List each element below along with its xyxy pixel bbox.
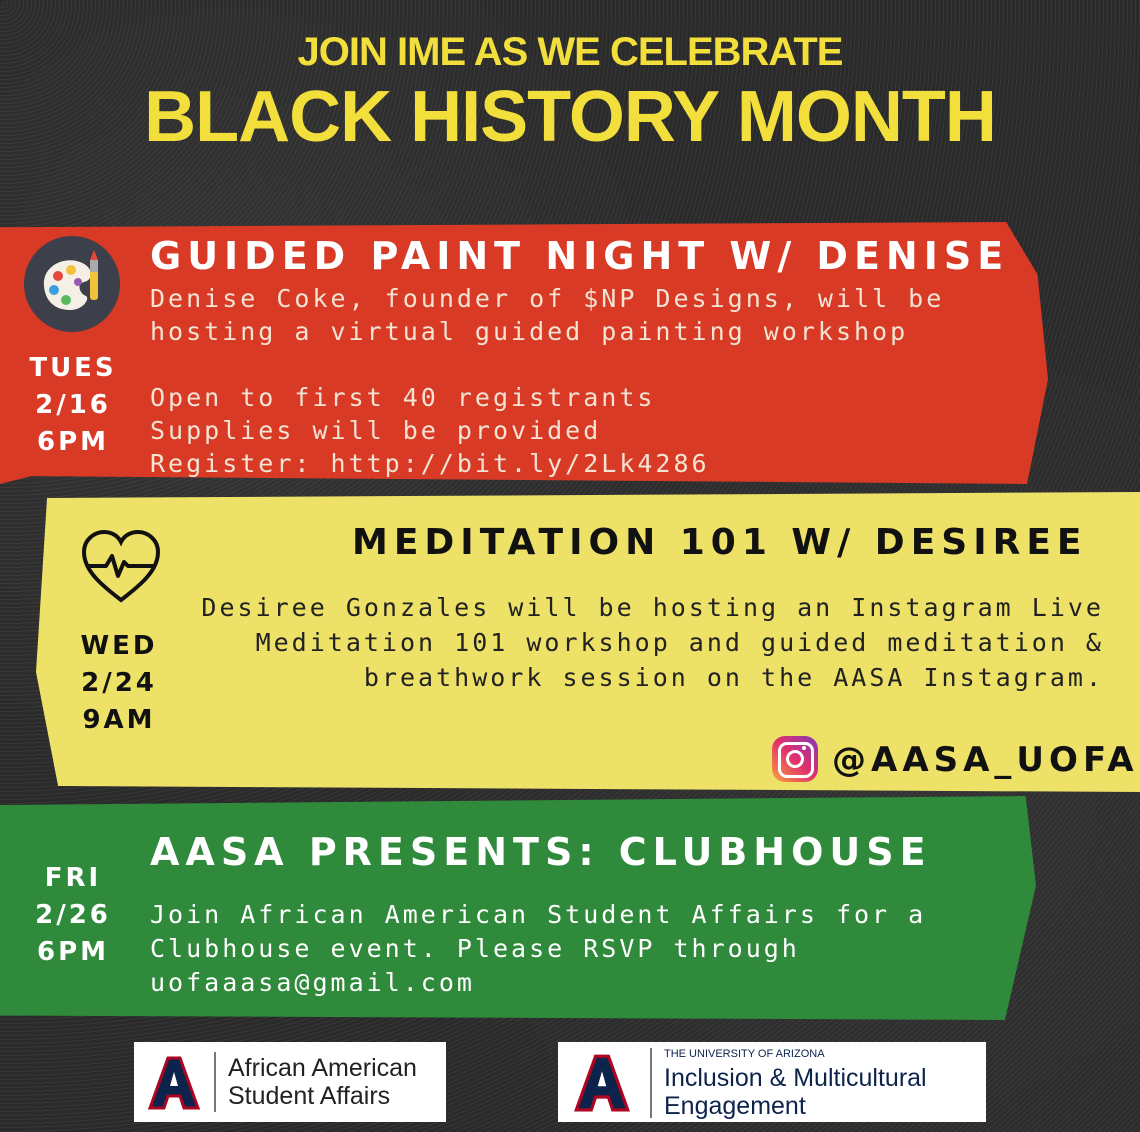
event-description: [150, 898, 926, 1000]
logo-aasa: [134, 1042, 446, 1122]
logo-text-line: Engagement: [664, 1092, 806, 1120]
event-day: TUES: [29, 353, 117, 383]
event-link[interactable]: Register: http://bit.ly/2Lk4286: [150, 449, 710, 478]
event-datetime: [18, 350, 128, 461]
event-date: 2/26: [35, 900, 111, 930]
event-line: Join African American Student Affairs for a: [150, 900, 927, 929]
instagram-handle[interactable]: @AASA_UOFA: [832, 740, 1139, 780]
event-time: 9AM: [82, 705, 156, 735]
event-datetime: [64, 628, 174, 739]
logo-ime: [558, 1042, 986, 1122]
event-line: Supplies will be provided: [150, 416, 602, 445]
event-date: 2/24: [81, 668, 157, 698]
event-title: MEDITATION 101 W/ DESIREE: [352, 522, 1088, 563]
event-title: AASA PRESENTS: CLUBHOUSE: [150, 830, 932, 874]
event-line: Denise Coke, founder of $NP Designs, will be: [150, 284, 945, 313]
event-line: Clubhouse event. Please RSVP through: [150, 934, 800, 963]
event-line: breathwork session on the AASA Instagram.: [363, 663, 1104, 692]
event-date: 2/16: [35, 390, 111, 420]
event-day: WED: [80, 631, 158, 661]
event-time: 6PM: [36, 937, 110, 967]
event-line: hosting a virtual guided painting workshop: [150, 317, 909, 346]
logo-text-line: Inclusion & Multicultural: [664, 1064, 927, 1092]
logo-text-line: Student Affairs: [228, 1082, 391, 1110]
header-title: BLACK HISTORY MONTH: [144, 77, 996, 157]
event-description: [150, 282, 944, 480]
event-datetime: [18, 860, 128, 971]
event-time: 6PM: [36, 427, 110, 457]
instagram-icon: [772, 736, 818, 782]
logo-small-text: THE UNIVERSITY OF ARIZONA: [664, 1048, 825, 1060]
event-line: Desiree Gonzales will be hosting an Instagram Live: [201, 593, 1104, 622]
event-line: Meditation 101 workshop and guided meditation &: [255, 628, 1104, 657]
event-description: [201, 590, 1104, 695]
event-email[interactable]: uofaaasa@gmail.com: [150, 968, 475, 997]
header-subtitle: JOIN IME AS WE CELEBRATE: [297, 30, 843, 74]
event-title: GUIDED PAINT NIGHT W/ DENISE: [150, 234, 1010, 278]
palette-icon: [24, 236, 120, 332]
heartbeat-icon: [80, 526, 162, 608]
university-a-logo: [572, 1052, 632, 1112]
event-day: FRI: [44, 863, 102, 893]
logo-text-line: African American: [228, 1054, 417, 1082]
university-a-logo: [146, 1054, 202, 1110]
event-line: Open to first 40 registrants: [150, 383, 656, 412]
